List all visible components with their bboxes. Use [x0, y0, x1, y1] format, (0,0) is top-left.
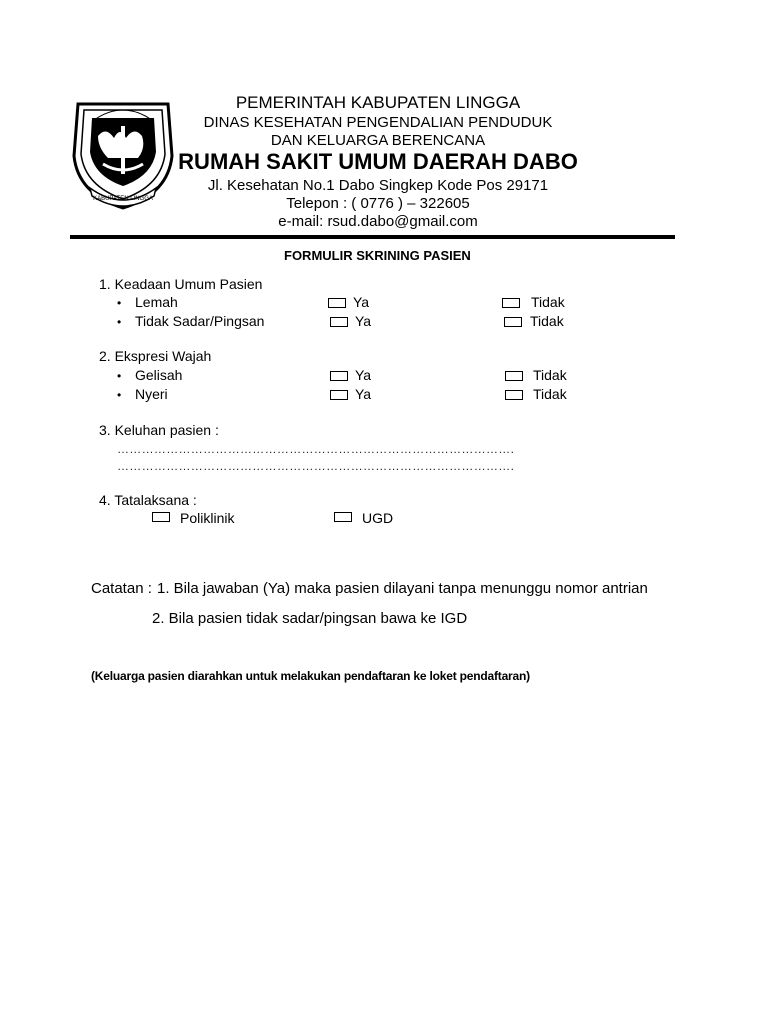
- section4-title: 4. Tatalaksana :: [99, 492, 197, 508]
- dept-line1: DINAS KESEHATAN PENGENDALIAN PENDUDUK: [203, 114, 553, 131]
- note-2: 2. Bila pasien tidak sadar/pingsan bawa ke IGD: [152, 610, 468, 627]
- hospital-name: RUMAH SAKIT UMUM DAERAH DABO: [178, 149, 578, 174]
- logo-text: KABUPATEN LINGGA: [93, 196, 153, 202]
- ugd-checkbox[interactable]: [334, 512, 352, 522]
- phone: Telepon : ( 0776 ) – 322605: [286, 195, 470, 212]
- form-title: FORMULIR SKRINING PASIEN: [284, 248, 471, 263]
- nyeri-no-checkbox[interactable]: [505, 390, 523, 400]
- complaint-line-1[interactable]: …………………………………………………………………………………….: [117, 442, 515, 456]
- email: e-mail: rsud.dabo@gmail.com: [278, 213, 478, 230]
- item-gelisah-label: Gelisah: [135, 367, 183, 383]
- gelisah-yes-label: Ya: [355, 367, 372, 383]
- lemah-no-checkbox[interactable]: [502, 298, 520, 308]
- complaint-line-2[interactable]: …………………………………………………………………………………….: [117, 459, 515, 473]
- gelisah-no-checkbox[interactable]: [505, 371, 523, 381]
- bullet: •: [117, 315, 122, 329]
- dept-line2: DAN KELUARGA BERENCANA: [270, 132, 486, 149]
- item-nyeri-label: Nyeri: [135, 386, 168, 402]
- nyeri-yes-checkbox[interactable]: [330, 390, 348, 400]
- lemah-no-label: Tidak: [531, 294, 565, 310]
- section2-title: 2. Ekspresi Wajah: [99, 348, 212, 364]
- section1-title: 1. Keadaan Umum Pasien: [99, 276, 263, 292]
- pingsan-no-label: Tidak: [530, 313, 564, 329]
- bullet: •: [117, 296, 122, 310]
- nyeri-no-label: Tidak: [533, 386, 567, 402]
- footer-note: (Keluarga pasien diarahkan untuk melakukan pendaftaran ke loket pendaftaran): [91, 669, 530, 683]
- pingsan-yes-checkbox[interactable]: [330, 317, 348, 327]
- item-lemah-label: Lemah: [135, 294, 178, 310]
- notes-label: Catatan :: [91, 580, 152, 597]
- nyeri-yes-label: Ya: [355, 386, 372, 402]
- poliklinik-label: Poliklinik: [180, 510, 235, 526]
- lemah-yes-label: Ya: [353, 294, 370, 310]
- gov-name: PEMERINTAH KABUPATEN LINGGA: [235, 93, 521, 112]
- pingsan-no-checkbox[interactable]: [504, 317, 522, 327]
- section3-title: 3. Keluhan pasien :: [99, 422, 219, 438]
- poliklinik-checkbox[interactable]: [152, 512, 170, 522]
- note-1: 1. Bila jawaban (Ya) maka pasien dilayani tanpa menunggu nomor antrian: [157, 580, 648, 597]
- lemah-yes-checkbox[interactable]: [328, 298, 346, 308]
- gelisah-no-label: Tidak: [533, 367, 567, 383]
- address: Jl. Kesehatan No.1 Dabo Singkep Kode Pos 29171: [207, 177, 549, 194]
- bullet: •: [117, 369, 122, 383]
- header-divider: [70, 235, 675, 239]
- gelisah-yes-checkbox[interactable]: [330, 371, 348, 381]
- ugd-label: UGD: [362, 510, 394, 526]
- pingsan-yes-label: Ya: [355, 313, 372, 329]
- item-pingsan-label: Tidak Sadar/Pingsan: [135, 313, 265, 329]
- bullet: •: [117, 388, 122, 402]
